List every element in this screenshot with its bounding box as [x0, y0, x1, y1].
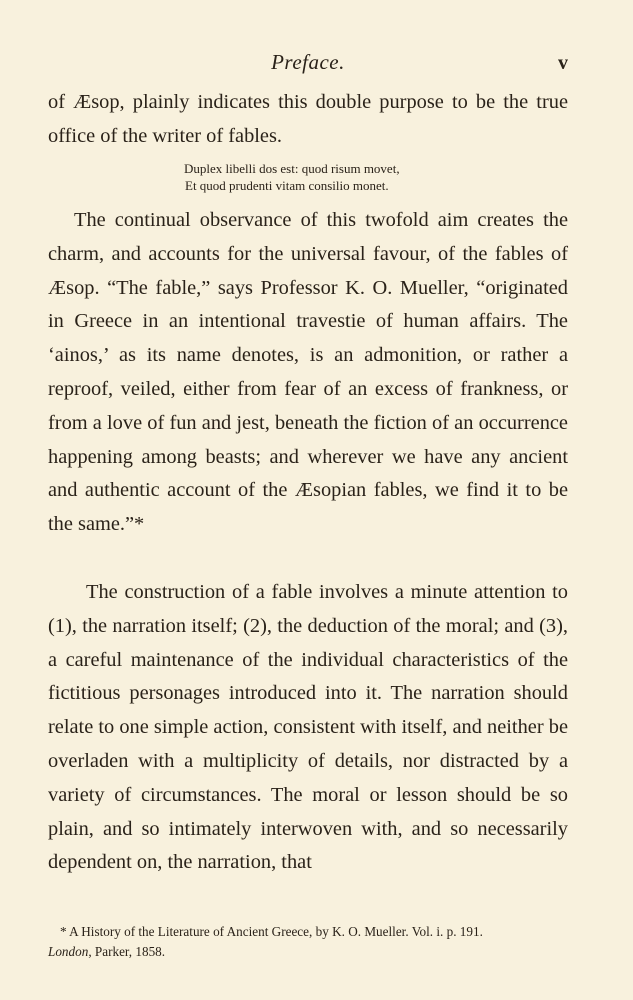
footnote-line-2: [48, 942, 568, 962]
running-head: [48, 50, 568, 80]
quote-line-2: Et quod prudenti vitam consilio monet.: [185, 178, 389, 193]
latin-quote: [184, 160, 484, 194]
footnote-publisher: , Parker, 1858.: [88, 944, 166, 959]
quote-line-1: Duplex libelli dos est: quod risum movet,: [184, 161, 400, 176]
paragraph-3: The construction of a fable involves a minute attention to (1), the narration itself; (2), the deduction of the moral; and (3), a careful maintenance of the individual characteristics of the fictitious personages introduced into it. The narration should relate to one simple action, consistent with itself, and neither be overladen with a multiplicity of details, nor distracted by a variety of circumstances. The moral or lesson should be so plain, and so intimately interwoven with, and so necessarily dependent on, the narration, that: [48, 581, 568, 874]
page-number: v: [558, 52, 568, 74]
footnote-place: London: [48, 944, 89, 959]
running-title: Preface.: [271, 50, 345, 74]
footnote-line-1: * A History of the Literature of Ancient Greece, by K. O. Mueller. Vol. i. p. 191.: [60, 924, 483, 939]
paragraph-2: The continual observance of this twofold aim creates the charm, and accounts for the universal favour, of the fables of Æsop. “The fable,” says Professor K. O. Mueller, “originated in Greece in an intentional travestie of human affairs. The ‘ainos,’ as its name denotes, is an admonition, or rather a reproof, veiled, either from fear of an excess of frankness, or from a love of fun and jest, beneath the fiction of an occurrence happening among beasts; and wherever we have any ancient and authentic account of the Æsopian fables, we find it to be the same.”*: [48, 209, 568, 536]
footnote: [48, 922, 568, 962]
paragraph-1: of Æsop, plainly indicates this double purpose to be the true office of the writer of fables.: [48, 91, 568, 147]
